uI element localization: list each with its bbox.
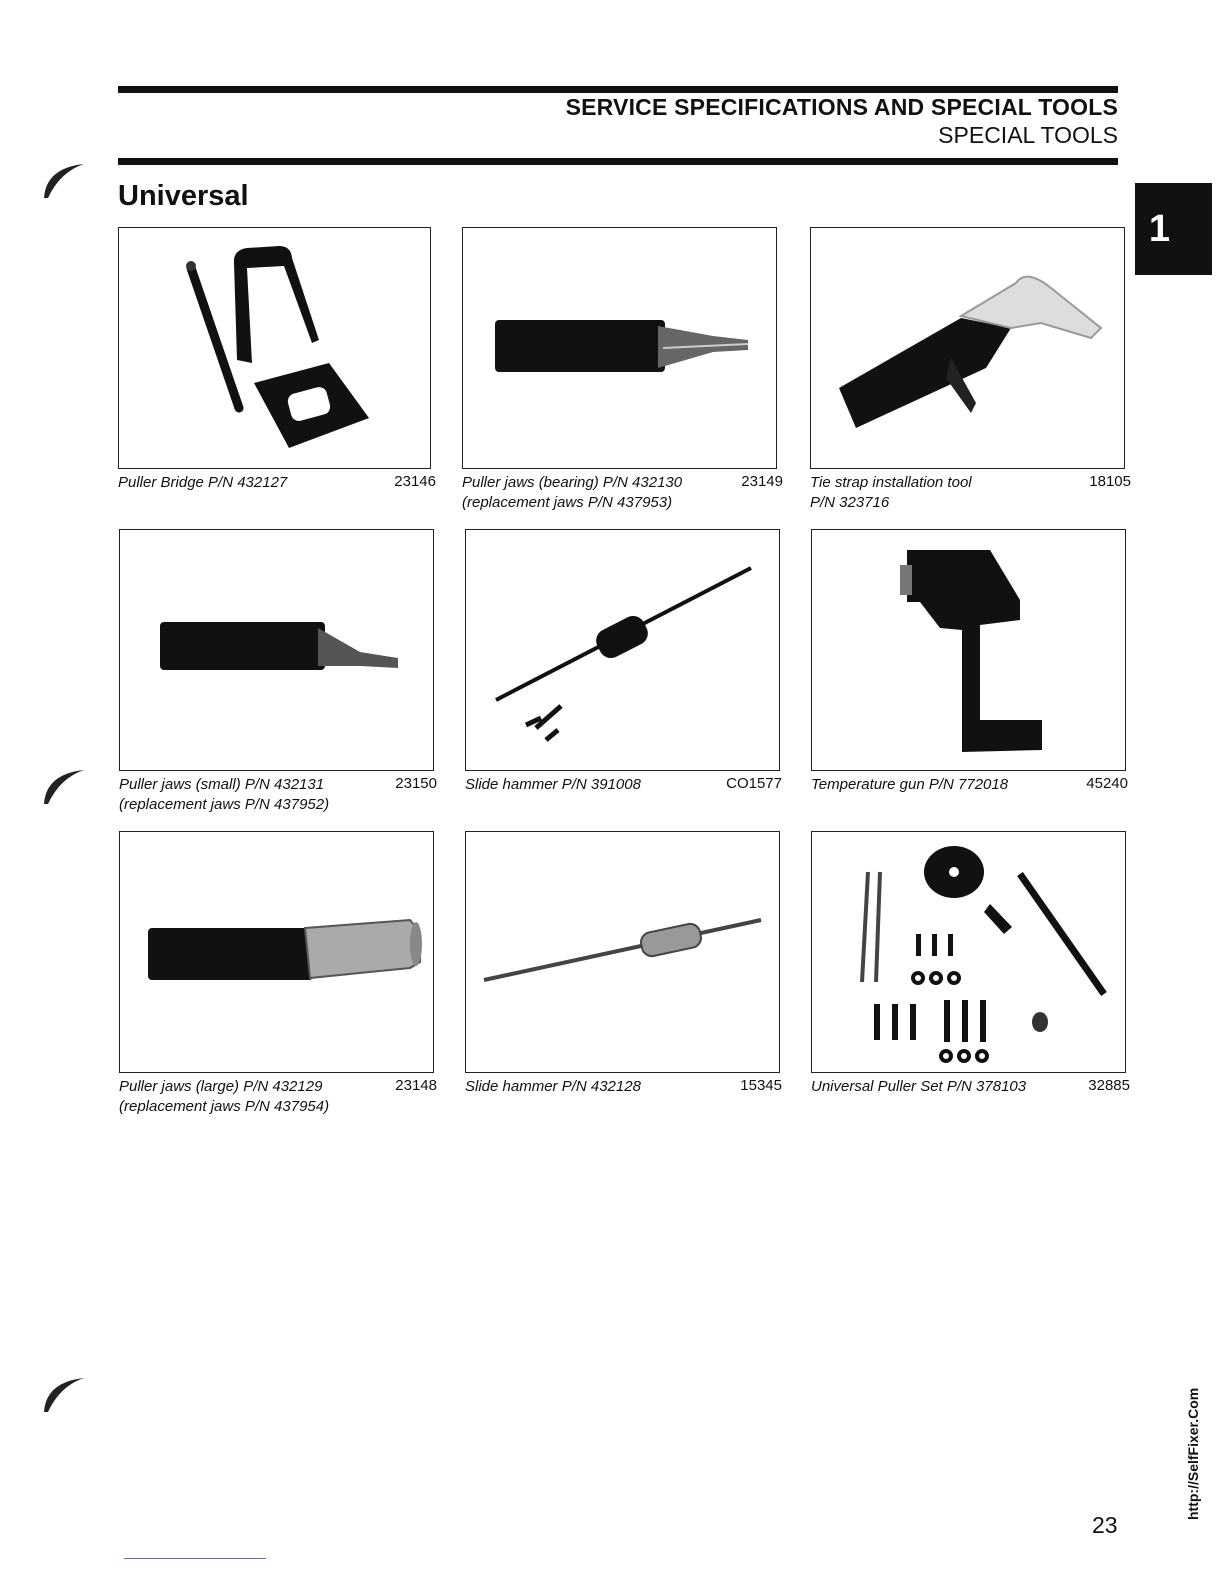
figure-number: 45240 [1086, 775, 1128, 792]
tool-caption [465, 1077, 783, 1097]
slide-hammer-icon [466, 530, 779, 770]
tool-image-frame [119, 529, 434, 771]
tool-caption [119, 1077, 437, 1117]
footer-divider [124, 1558, 266, 1559]
tool-caption [118, 473, 436, 493]
header-top-rule [118, 86, 1118, 93]
tool-caption [810, 473, 1128, 513]
figure-number: 18105 [1089, 473, 1131, 490]
puller-jaws-large-icon [120, 832, 433, 1072]
tool-image-frame [810, 227, 1125, 469]
tool-caption [119, 775, 437, 815]
tie-strap-tool-icon [811, 228, 1124, 468]
binder-hole-icon [40, 1374, 88, 1414]
figure-number: 23149 [741, 473, 783, 490]
universal-puller-set-icon [812, 832, 1125, 1072]
section-title: Universal [118, 180, 249, 212]
tool-image-frame [462, 227, 777, 469]
tool-image-frame [811, 831, 1126, 1073]
tool-caption-line1: Puller jaws (large) P/N 432129 [119, 1078, 323, 1095]
puller-bridge-icon [119, 228, 430, 468]
tool-image-frame [465, 529, 780, 771]
tool-image-frame [811, 529, 1126, 771]
tool-caption-line1: Puller jaws (bearing) P/N 432130 [462, 474, 683, 491]
figure-number: 32885 [1088, 1077, 1130, 1094]
puller-jaws-small-icon [120, 530, 433, 770]
tool-image-frame [118, 227, 431, 469]
tool-caption [811, 775, 1129, 795]
binder-hole-icon [40, 160, 88, 200]
figure-number: 23148 [395, 1077, 437, 1094]
tool-caption-line2: (replacement jaws P/N 437954) [119, 1098, 330, 1115]
header-subtitle: SPECIAL TOOLS [938, 122, 1118, 148]
figure-number: CO1577 [726, 775, 782, 792]
figure-number: 23150 [395, 775, 437, 792]
tool-caption [811, 1077, 1129, 1097]
figure-number: 15345 [740, 1077, 782, 1094]
puller-jaws-bearing-icon [463, 228, 776, 468]
chapter-tab-number: 1 [1148, 207, 1171, 250]
watermark-url: http://SelfFixer.Com [1185, 1387, 1201, 1520]
tool-caption-line2: P/N 323716 [810, 494, 890, 511]
tool-caption-line1: Slide hammer P/N 391008 [465, 776, 641, 793]
tool-caption-line1: Temperature gun P/N 772018 [811, 776, 1009, 793]
header-bottom-rule [118, 158, 1118, 165]
tool-image-frame [465, 831, 780, 1073]
tool-caption-line1: Slide hammer P/N 432128 [465, 1078, 641, 1095]
tool-image-frame [119, 831, 434, 1073]
temperature-gun-icon [812, 530, 1125, 770]
tool-caption-line1: Puller jaws (small) P/N 432131 [119, 776, 325, 793]
figure-number: 23146 [394, 473, 436, 490]
tool-caption [462, 473, 780, 513]
tool-caption-line2: (replacement jaws P/N 437952) [119, 796, 330, 813]
page-number: 23 [1092, 1512, 1118, 1538]
tool-caption-line2: (replacement jaws P/N 437953) [462, 494, 673, 511]
chapter-tab [1135, 183, 1212, 275]
tool-caption-line1: Universal Puller Set P/N 378103 [811, 1078, 1027, 1095]
header-title: SERVICE SPECIFICATIONS AND SPECIAL TOOLS [565, 94, 1118, 120]
binder-hole-icon [40, 766, 88, 806]
slide-hammer-long-icon [466, 832, 779, 1072]
tool-caption-line1: Puller Bridge P/N 432127 [118, 474, 288, 491]
tool-caption-line1: Tie strap installation tool [810, 474, 972, 491]
